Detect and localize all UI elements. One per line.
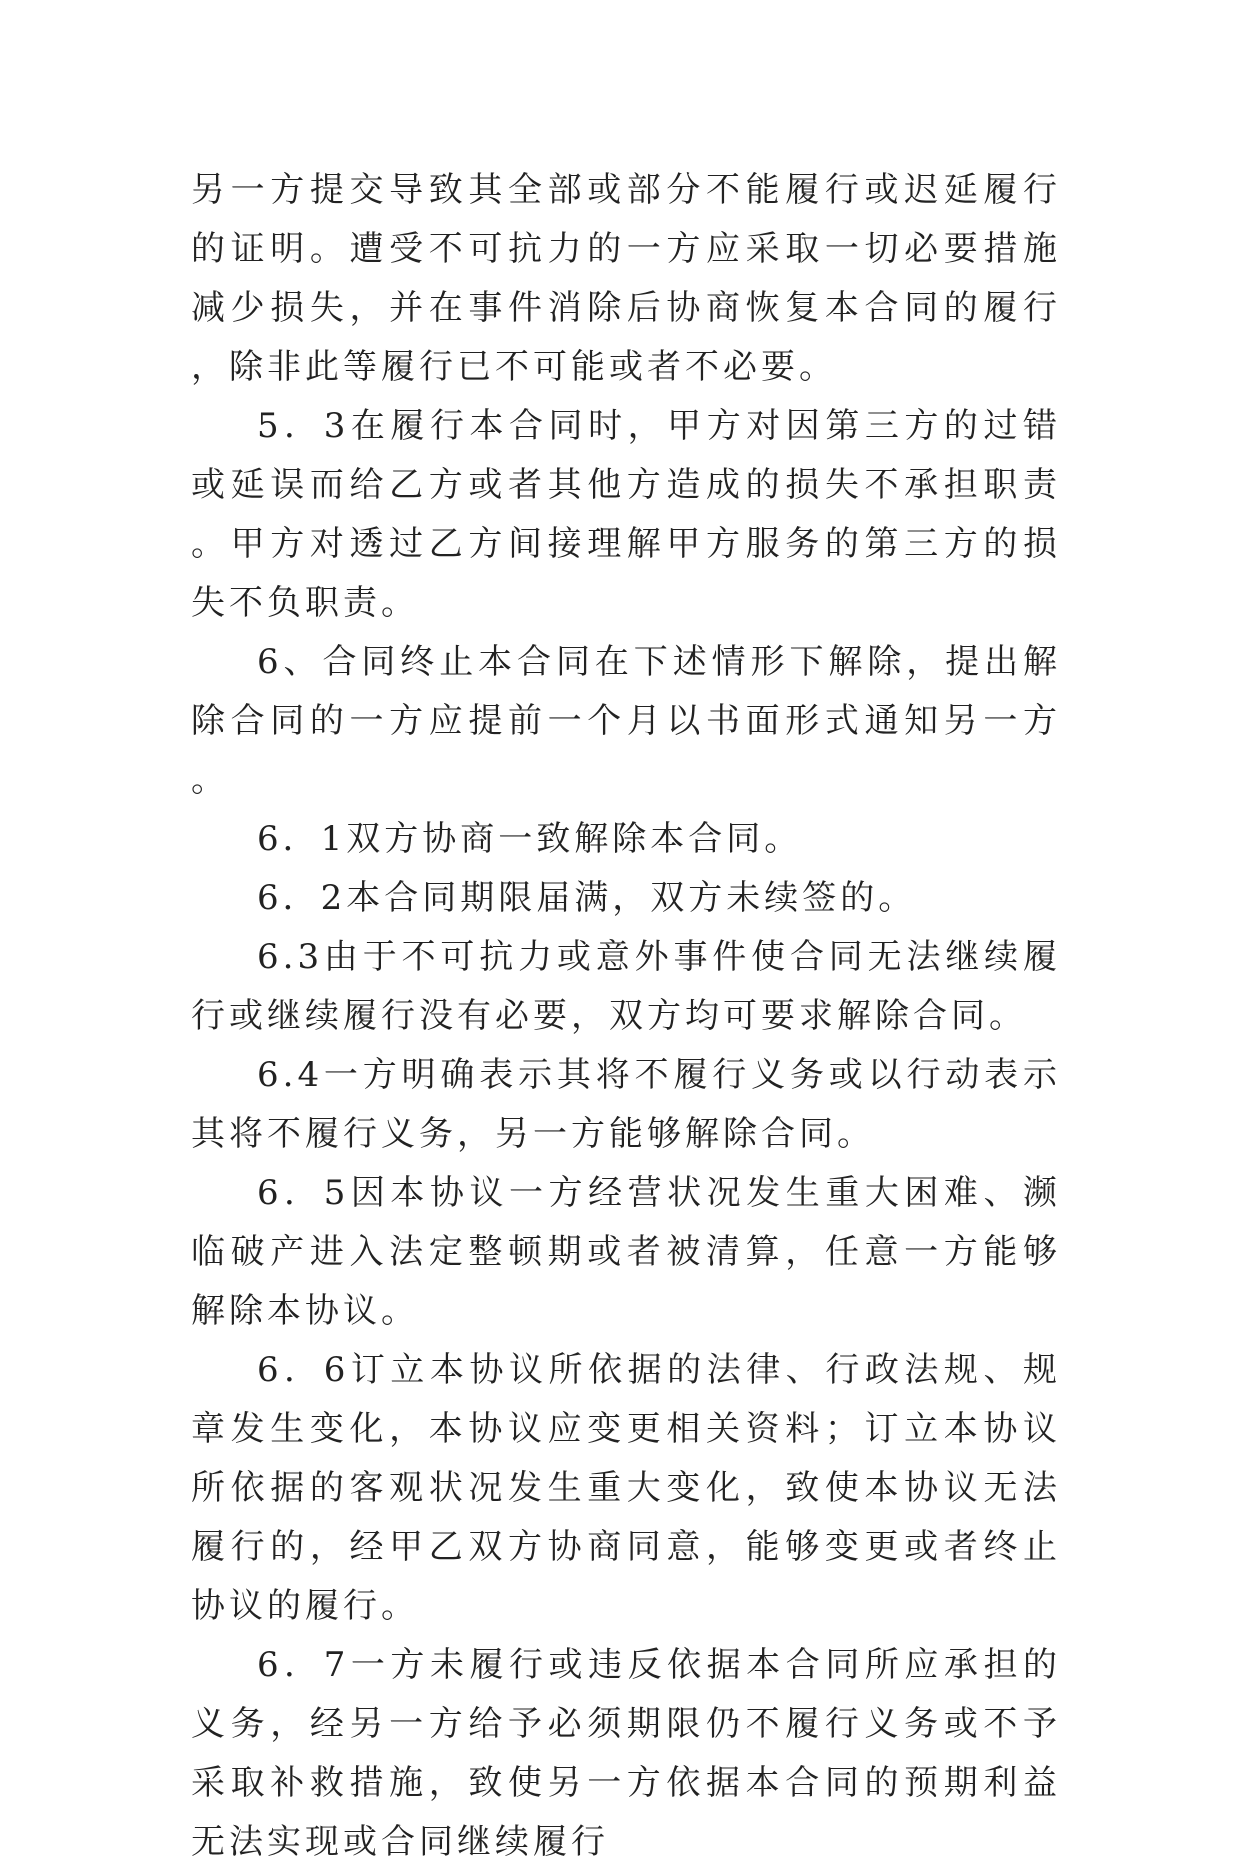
paragraph-6-3: 6.3由于不可抗力或意外事件使合同无法继续履行或继续履行没有必要，双方均可要求解除合同。 bbox=[191, 937, 1061, 1036]
paragraph-6-7: 6．7一方未履行或违反依据本合同所应承担的义务，经另一方给予必须期限仍不履行义务或不予采取补救措施，致使另一方依据本合同的预期利益无法实现或合同继续履行 bbox=[191, 1645, 1061, 1862]
paragraph-6-4: 6.4一方明确表示其将不履行义务或以行动表示其将不履行义务，另一方能够解除合同。 bbox=[191, 1055, 1061, 1154]
paragraph-6-2: 6．2本合同期限届满，双方未续签的。 bbox=[257, 878, 917, 918]
paragraph-5-3: 5．3在履行本合同时，甲方对因第三方的过错或延误而给乙方或者其他方造成的损失不承担职责。甲方对透过乙方间接理解甲方服务的第三方的损失不负职责。 bbox=[191, 406, 1061, 623]
paragraph-6-6: 6．6订立本协议所依据的法律、行政法规、规章发生变化，本协议应变更相关资料；订立本协议所依据的客观状况发生重大变化，致使本协议无法履行的，经甲乙双方协商同意，能够变更或者终止协议的履行。 bbox=[191, 1350, 1061, 1626]
paragraph-force-majeure-continued: 另一方提交导致其全部或部分不能履行或迟延履行的证明。遭受不可抗力的一方应采取一切必要措施减少损失，并在事件消除后协商恢复本合同的履行，除非此等履行已不可能或者不必要。 bbox=[191, 170, 1061, 387]
paragraph-6-1: 6．1双方协商一致解除本合同。 bbox=[257, 819, 803, 859]
paragraph-6-5: 6．5因本协议一方经营状况发生重大困难、濒临破产进入法定整顿期或者被清算，任意一方能够解除本协议。 bbox=[191, 1173, 1061, 1331]
document-body bbox=[191, 161, 1061, 1872]
paragraph-6-termination: 6、合同终止本合同在下述情形下解除，提出解除合同的一方应提前一个月以书面形式通知另一方。 bbox=[191, 642, 1061, 800]
